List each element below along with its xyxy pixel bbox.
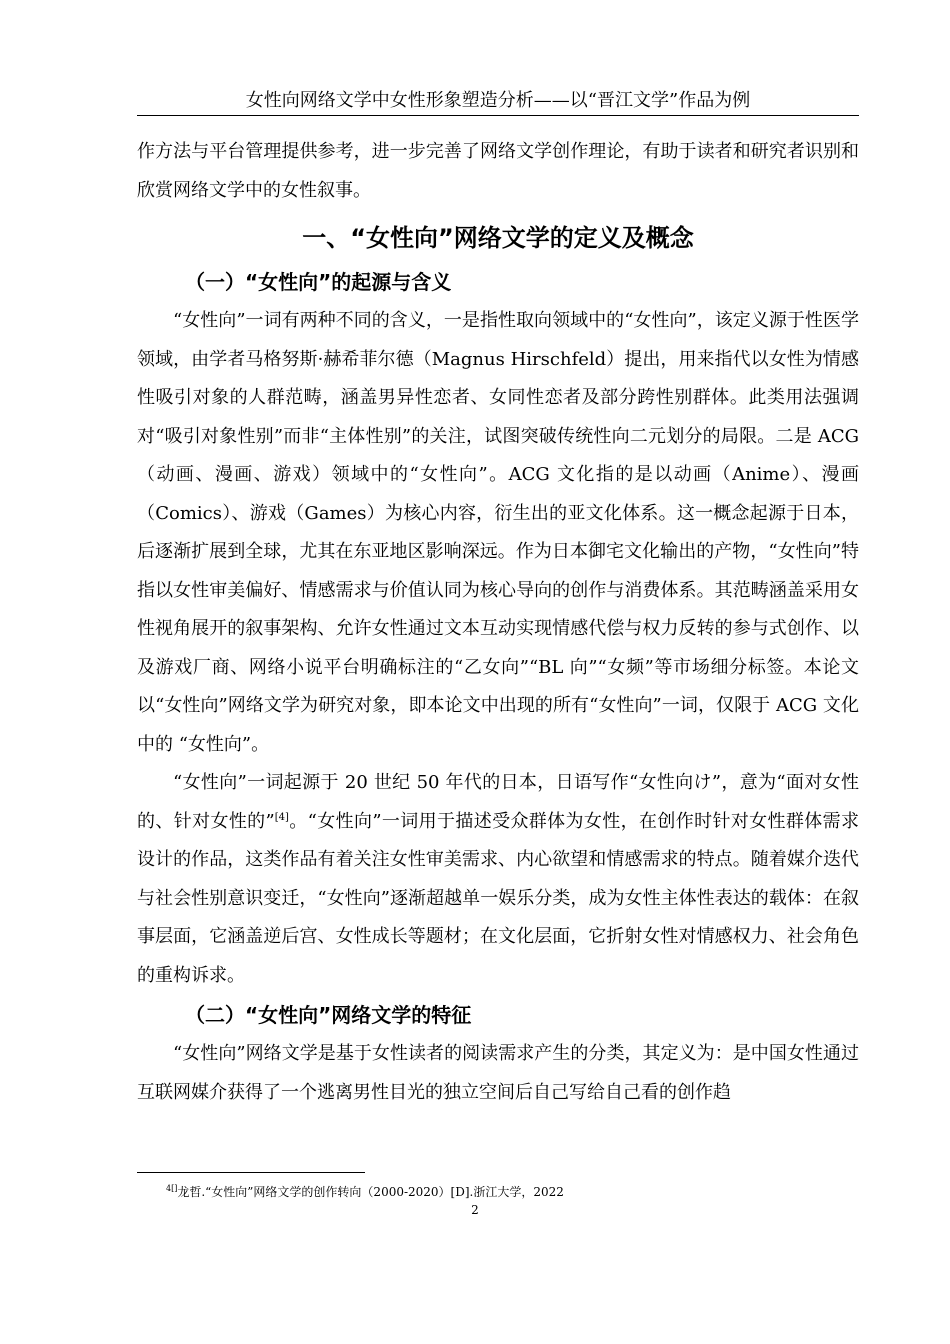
running-header: 女性向网络文学中女性形象塑造分析——以“晋江文学”作品为例 (137, 90, 859, 116)
paragraph-two-meanings: “女性向”一词有两种不同的含义，一是指性取向领域中的“女性向”，该定义源于性医学领域，由学者马格努斯·赫希菲尔德（Magnus Hirschfeld）提出，用来指代以女性为情感性吸引对象的人群范畴，涵盖男异性恋者、女同性恋者及部分跨性别群体。此类用法强调对“吸引对象性别”而非“主体性别”的关注，试图突破传统性向二元划分的局限。二是 ACG（动画、漫画、游戏）领域中的“女性向”。ACG 文化指的是以动画（Anime）、漫画（Comics）、游戏（Games）为核心内容，衍生出的亚文化体系。这一概念起源于日本，后逐渐扩展到全球，尤其在东亚地区影响深远。作为日本御宅文化输出的产物，“女性向”特指以女性审美偏好、情感需求与价值认同为核心导向的创作与消费体系。其范畴涵盖采用女性视角展开的叙事架构、允许女性通过文本互动实现情感代偿与权力反转的参与式创作、以及游戏厂商、网络小说平台明确标注的“乙女向”“BL 向”“女频”等市场细分标签。本论文以“女性向”网络文学为研究对象，即本论文中出现的所有“女性向”一词，仅限于 ACG 文化中的 “女性向”。 (137, 310, 859, 755)
paragraph-features-definition: “女性向”网络文学是基于女性读者的阅读需求产生的分类，其定义为：是中国女性通过互联网媒介获得了一个逃离男性目光的独立空间后自己写给自己看的创作趋 (137, 1043, 859, 1103)
section-title-features: （二）“女性向”网络文学的特征 (185, 1003, 472, 1027)
paragraph-origin-text-before: “女性向”一词起源于 20 世纪 50 年代的日本，日语写作“女性向け”，意为“面对女性的、针对女性的” (137, 772, 859, 832)
section-title-origin: （一）“女性向”的起源与含义 (185, 270, 452, 294)
footnote-text: 龙哲.“女性向”网络文学的创作转向（2000-2020）[D].浙江大学，2022 (177, 1185, 564, 1199)
continued-paragraph: 作方法与平台管理提供参考，进一步完善了网络文学创作理论，有助于读者和研究者识别和欣赏网络文学中的女性叙事。 (137, 141, 859, 201)
body-text (137, 133, 859, 1112)
footnote (166, 1184, 564, 1200)
paragraph-origin-history (137, 764, 859, 995)
paragraph-origin-text-after: 。“女性向”一词用于描述受众群体为女性，在创作时针对女性群体需求设计的作品，这类作品有着关注女性审美需求、内心欲望和情感需求的特点。随着媒介迭代与社会性别意识变迁，“女性向”逐渐超越单一娱乐分类，成为女性主体性表达的载体：在叙事层面，它涵盖逆后宫、女性成长等题材；在文化层面，它折射女性对情感权力、社会角色的重构诉求。 (137, 810, 860, 986)
footnote-marker: 4[] (166, 1184, 178, 1193)
page-number: 2 (471, 1203, 479, 1217)
chapter-title: 一、“女性向”网络文学的定义及概念 (302, 224, 694, 252)
footnote-separator (137, 1172, 365, 1173)
citation-ref-4[interactable]: [4] (274, 811, 289, 823)
